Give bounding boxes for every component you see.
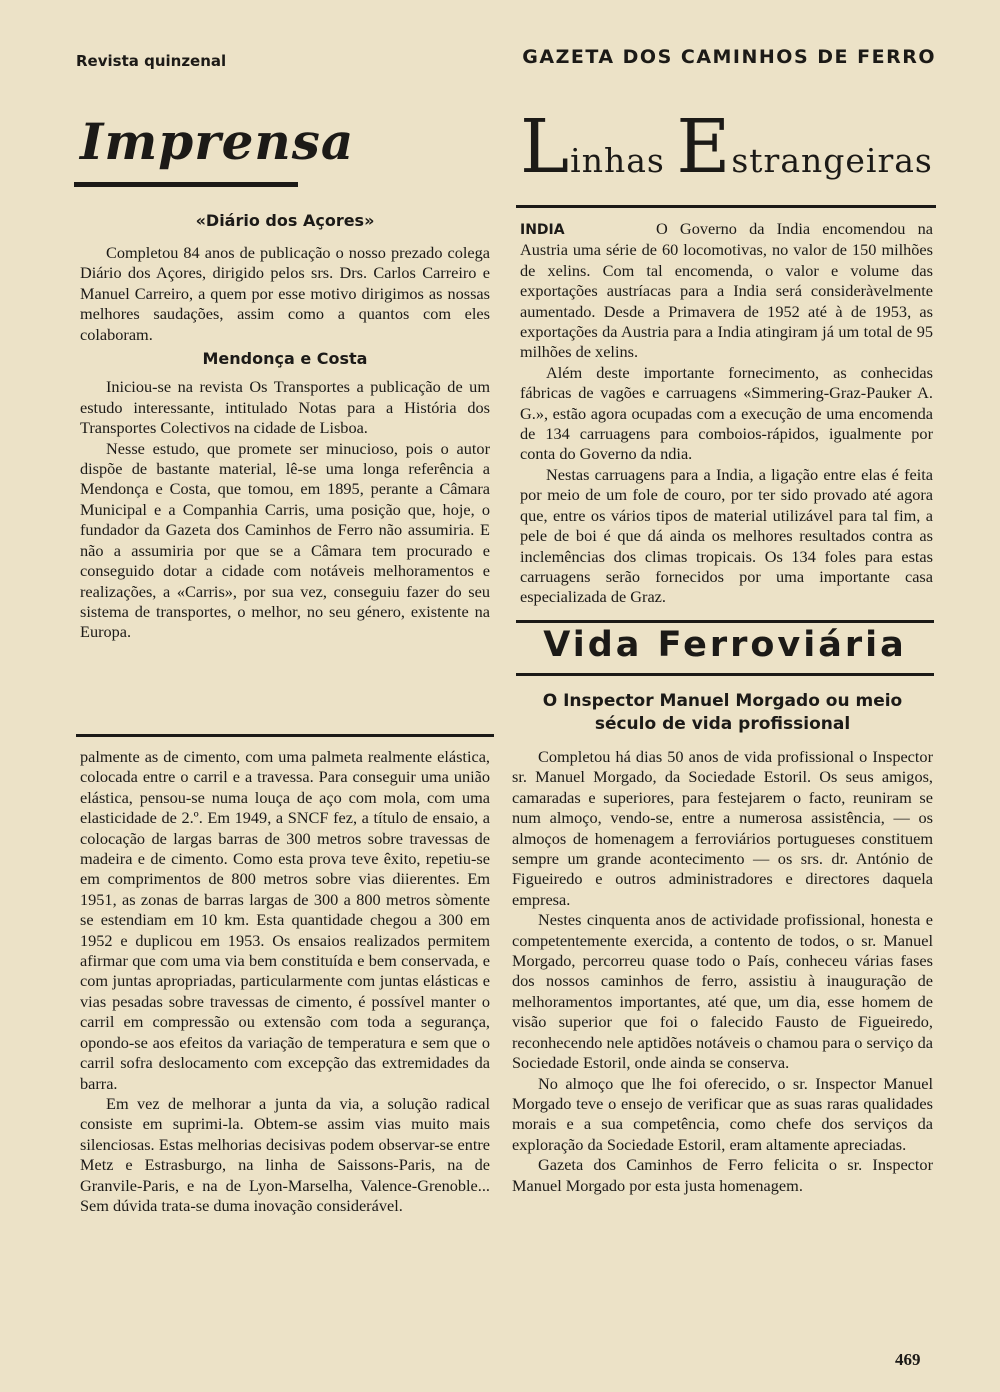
vida-paragraph-3: No almoço que lhe foi oferecido, o sr. Inspector Manuel Morgado teve o ensejo de verificar que as suas raras qualidades morais e a sua competência, como chefe dos serviços da exploração da Sociedade Estoril, eram altamente apreciadas. (512, 1073, 933, 1154)
vida-paragraph-2: Nestes cinquenta anos de actividade profissional, honesta e competentemente exercida, a contento de todos, o sr. Manuel Morgado, percorreu quase todo o País, conheceu várias fases dos nossos caminhos de ferro, assistiu à inauguração de melhoramentos importantes, até que, um dia, esse homem de visão superior que foi o falecido Fausto de Figueiredo, reconhecendo nele aptidões notáveis o chamou para o serviço da Sociedade Estoril, onde ainda se conserva. (512, 910, 933, 1073)
title-initial-e: E (676, 104, 732, 190)
india-text-1: O Governo da India encomendou na Austria uma série de 60 locomotivas, no valor de 150 milhões de xelins. Com tal encomenda, o valor e volume das exportações austríacas para a India será consideràvelmente aumentado. Desde a Primavera de 1952 até à de 1953, as exportações da Austria para a India atingiram já um total de 95 milhões de xelins. (520, 219, 933, 362)
vida-ferroviaria-title: Vida Ferroviária (543, 625, 907, 665)
imprensa-underline (74, 182, 298, 187)
india-label: INDIA (520, 222, 565, 238)
imprensa-column (80, 243, 490, 643)
continuation-paragraph-1: palmente as de cimento, com uma palmeta realmente elástica, colocada entre o carril e a travessa. Para conseguir uma união elástica, pensou-se numa louça de aço com mola, com uma elasticidade de 2.º. Em 1949, a SNCF fez, a título de ensaio, a colocação de largas barras de 300 metros sobre travessas de madeira e de cimento. Como esta prova teve êxito, repetiu-se em comprimentos de 800 metros sobre vias diierentes. Em 1951, as zonas de barras largas de 300 a 800 metros sòmente se estendiam em 10 km. Esta quantidade chegou a 300 em 1952 e duplicou em 1953. Os ensaios realizados permitem afirmar que com uma via bem constituída e bem conservada, e com juntas apropriadas, particularmente com juntas elásticas e vias pesadas sobre travessas de cimento, é possível manter o carril em compressão ou extensão com toda a segurança, opondo-se aos efeitos da variação de temperatura e sem que o carril sofra deslocamento com excepção das extremidades da barra. (80, 747, 490, 1093)
linhas-divider (516, 205, 936, 208)
vida-paragraph-4: Gazeta dos Caminhos de Ferro felicita o sr. Inspector Manuel Morgado por esta justa homenagem. (512, 1155, 933, 1195)
india-paragraph-2: Além deste importante fornecimento, as conhecidas fábricas de vagões e carruagens «Simmering-Graz-Pauker A. G.», estão agora ocupadas com a execução de uma encomenda de 134 carruagens para comboios-rápidos, igualmente por conta do Governo da ndia. (520, 362, 933, 464)
mendonca-paragraph-1: Iniciou-se na revista Os Transportes a publicação de um estudo interessante, intitulado Notas para a História dos Transportes Colectivos na cidade de Lisboa. (80, 377, 490, 438)
imprensa-title: Imprensa (80, 112, 355, 171)
continuation-paragraph-2: Em vez de melhorar a junta da via, a solução radical consiste em suprimi-la. Obtem-se assim vias muito mais silenciosas. Estas melhorias decisivas podem observar-se entre Metz e Estrasburgo, na linha de Saissons-Paris, na de Granvile-Paris, e na de Lyon-Marselha, Valence-Grenoble... Sem dúvida trata-se duma inovação considerável. (80, 1093, 490, 1215)
continuation-column (80, 747, 490, 1216)
vida-ferroviaria-banner (516, 620, 934, 676)
india-paragraph-3: Nestas carruagens para a India, a ligação entre elas é feita por meio de um fole de couro, por ter sido provado até agora que, entre os vários tipos de material utilizável para tal fim, a pele de boi é que dá ainda os melhores resultados contra as inclemências dos climas tropicais. Os 134 foles para estas carruagens serão fornecidos por uma importante casa especializada de Graz. (520, 464, 933, 607)
article-title: O Inspector Manuel Morgado ou meio século de vida profissional (542, 691, 903, 734)
diario-heading: «Diário dos Açores» (195, 211, 375, 230)
mendonca-heading: Mendonça e Costa (202, 349, 368, 369)
header-right: GAZETA DOS CAMINHOS DE FERRO (522, 46, 936, 68)
page-number: 469 (895, 1350, 921, 1369)
mendonca-paragraph-2: Nesse estudo, que promete ser minucioso, pois o autor dispõe de bastante material, lê-se uma longa referência a Mendonça e Costa, que tomou, em 1895, perante a Câmara Municipal e a Companhia Carris, uma posição que, hoje, o fundador da Gazeta dos Caminhos de Ferro não assumiria. E não a assumiria por que se a Câmara tem procurado e conseguido dotar a cidade com notáveis melhoramentos e realizações, a «Carris», por sua vez, conseguiu fazer do seu sistema de transportes, o melhor, no seu género, existente na Europa. (80, 438, 490, 642)
vida-column (512, 747, 933, 1196)
left-column-divider (76, 734, 494, 737)
vida-paragraph-1: Completou há dias 50 anos de vida profissional o Inspector sr. Manuel Morgado, da Sociedade Estoril. Os seus amigos, camaradas e superiores, para festejarem o facto, reuniram se num almoço, vendo-se, entre a numerosa assistência, — os almoços de homenagem a ferroviários portugueses constituem sempre um grande acontecimento — os srs. dr. António de Figueiredo e outros administradores e directores daquela empresa. (512, 747, 933, 909)
linhas-column (520, 219, 933, 608)
header-left: Revista quinzenal (76, 52, 227, 70)
india-paragraph-1 (520, 219, 933, 363)
title-initial-l: L (520, 104, 571, 190)
title-part-inhas: inhas (570, 141, 677, 180)
title-part-strangeiras: strangeiras (731, 141, 933, 180)
diario-paragraph: Completou 84 anos de publicação o nosso prezado colega Diário dos Açores, dirigido pelos srs. Drs. Carlos Carreiro e Manuel Carreiro, a quem por esse motivo dirigimos as nossas melhores saudações, assim como a quantos com eles colaboram. (80, 243, 490, 344)
linhas-estrangeiras-title (520, 104, 940, 190)
